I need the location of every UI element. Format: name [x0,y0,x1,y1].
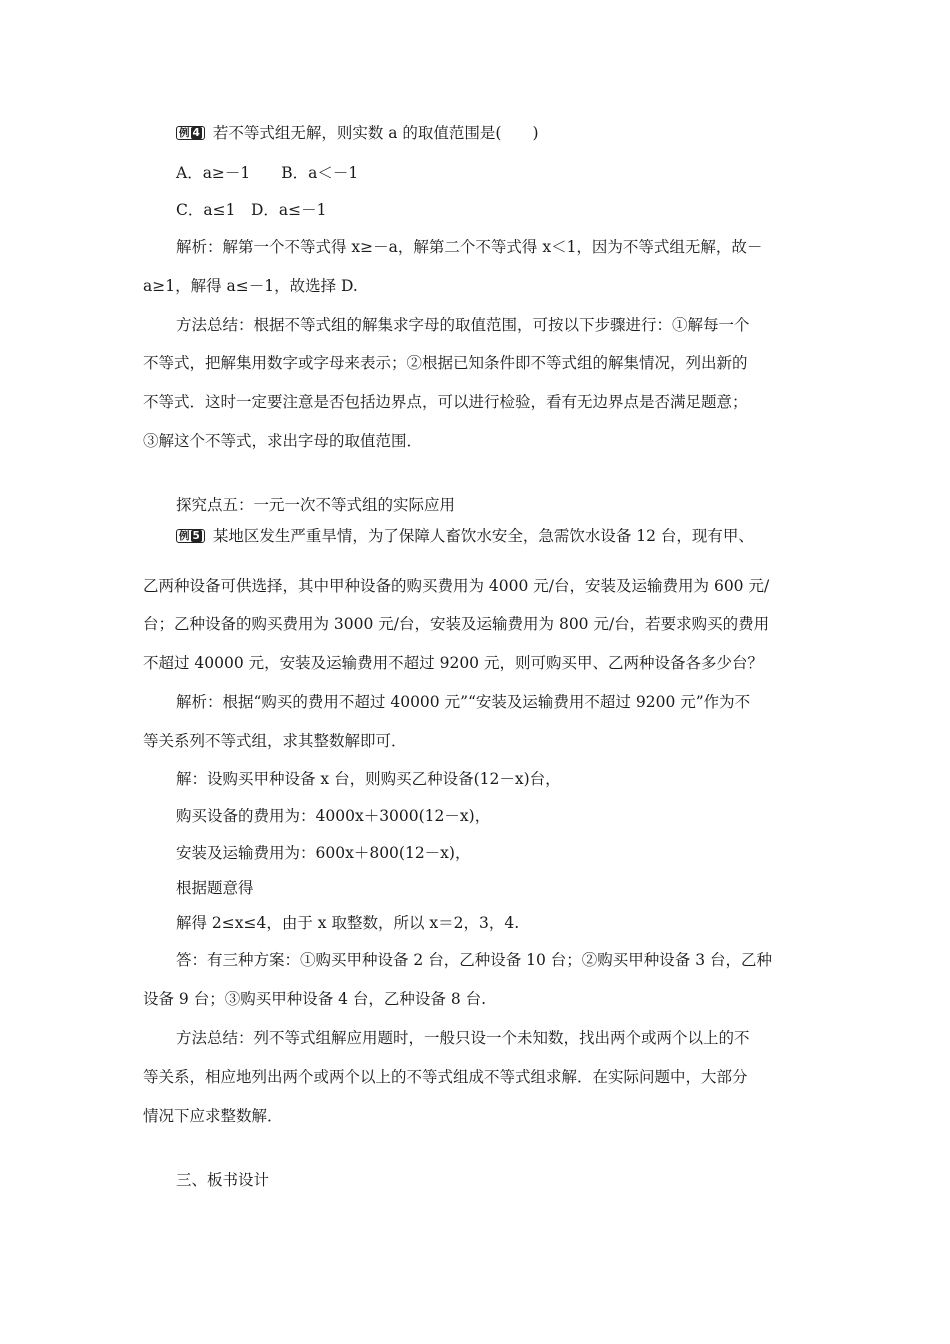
example5-solution-line: 购买设备的费用为：4000x＋3000(12－x)， [176,807,491,825]
example-badge: 例 5 [176,529,205,543]
example4-summary-line: 方法总结：根据不等式组的解集求字母的取值范围，可按以下步骤进行：①解每一个 [176,316,750,334]
example5-summary-line: 方法总结：列不等式组解应用题时，一般只设一个未知数，找出两个或两个以上的不 [176,1029,750,1047]
example5-answer-line: 答：有三种方案：①购买甲种设备 2 台，乙种设备 10 台；②购买甲种设备 3 台，乙种 [176,951,773,969]
section5-heading: 探究点五：一元一次不等式组的实际应用 [176,496,456,514]
example5-problem-line: 台；乙种设备的购买费用为 3000 元/台，安装及运输费用为 800 元/台，若要求购买的费用 [143,615,770,633]
example5-analysis-line: 解析：根据“购买的费用不超过 40000 元”“安装及运输费用不超过 9200 元”作为不 [176,693,751,711]
example5-analysis-line: 等关系列不等式组，求其整数解即可． [143,732,407,750]
example5-answer-line: 设备 9 台；③购买甲种设备 4 台，乙种设备 8 台. [143,990,487,1008]
example4-analysis-line: 解析：解第一个不等式得 x≥－a，解第二个不等式得 x＜1，因为不等式组无解，故－ [176,238,763,256]
example4-options-row1: A．a≥－1 B．a＜－1 [176,164,359,182]
example4-summary-line: ③解这个不等式，求出字母的取值范围． [143,432,423,450]
example5-summary-line: 情况下应求整数解． [143,1107,283,1125]
example4-options-row2: C．a≤1 D．a≤－1 [176,201,327,219]
example4-summary-line: 不等式，把解集用数字或字母来表示；②根据已知条件即不等式组的解集情况，列出新的 [143,354,748,372]
example5-problem-line: 乙两种设备可供选择，其中甲种设备的购买费用为 4000 元/台，安装及运输费用为 600 元/ [143,577,770,595]
section3-heading: 三、板书设计 [176,1171,270,1189]
example5-solution-line: 安装及运输费用为：600x＋800(12－x)， [176,844,471,862]
example5-solution-line: 解：设购买甲种设备 x 台，则购买乙种设备(12－x)台， [176,770,561,788]
example5-solution-line: 根据题意得 [176,879,254,897]
example4-analysis-line: a≥1，解得 a≤－1，故选择 D. [143,277,358,295]
example4-question: 例 4 若不等式组无解，则实数 a 的取值范围是( ) [176,123,539,143]
example5-summary-line: 等关系，相应地列出两个或两个以上的不等式组成不等式组求解．在实际问题中，大部分 [143,1068,748,1086]
example-badge: 例 4 [176,126,205,140]
example5-problem-line: 例 5 某地区发生严重旱情，为了保障人畜饮水安全，急需饮水设备 12 台，现有甲、 [176,526,754,546]
example5-solution-line: 解得 2≤x≤4，由于 x 取整数，所以 x＝2，3，4. [176,914,520,932]
example4-summary-line: 不等式．这时一定要注意是否包括边界点，可以进行检验，看有无边界点是否满足题意； [143,393,748,411]
example5-problem-line: 不超过 40000 元，安装及运输费用不超过 9200 元，则可购买甲、乙两种设备各多少台？ [143,654,763,672]
